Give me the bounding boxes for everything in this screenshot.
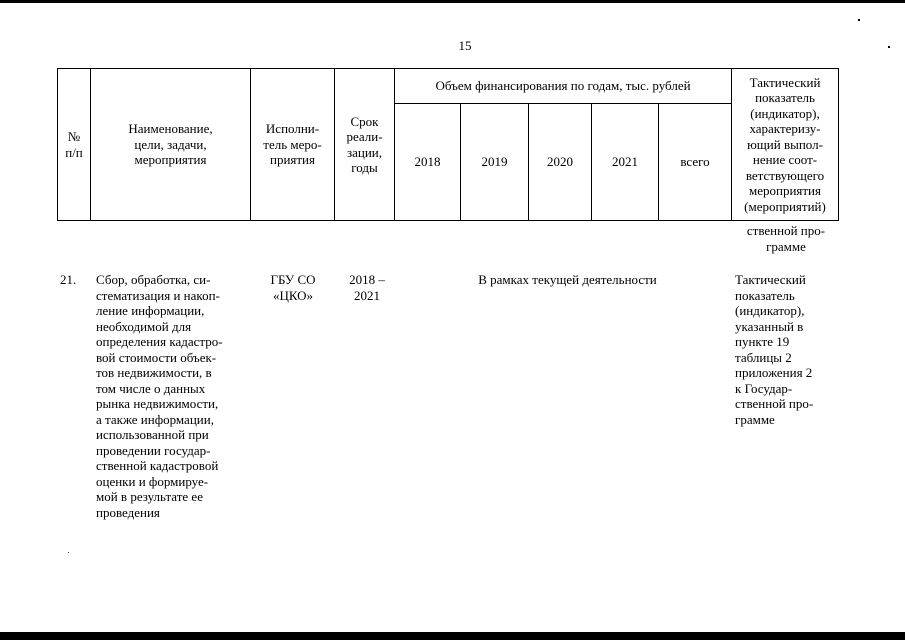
scan-speck bbox=[68, 552, 69, 553]
row-funding: В рамках текущей деятельности bbox=[478, 272, 657, 287]
scan-speck bbox=[858, 19, 860, 21]
row-term: 2018 – 2021 bbox=[349, 272, 385, 303]
header-executor: Исполни- тель меро- приятия bbox=[251, 69, 335, 221]
header-name: Наименование, цели, задачи, мероприятия bbox=[91, 69, 251, 221]
row-activity-name: Сбор, обработка, си- стематизация и накоп- ление информации, необходимой для определения кадастро- вой стоимости объек- тов недвижимости, в том числе о данных рынка недвижимости, а также информации, использованной при проведении государ- ственной кадастровой оценки и формируе- мой в результате ее проведения bbox=[96, 272, 223, 520]
row-number: 21. bbox=[60, 272, 77, 287]
row-indicator: Тактический показатель (индикатор), указанный в пункте 19 таблицы 2 приложения 2 к Государ- ственной про- грамме bbox=[735, 272, 814, 427]
header-indicator: Тактический показатель (индикатор), характеризу- ющий выпол- нение соот- ветствующего мероприятия (мероприятий) bbox=[732, 69, 839, 221]
page-number: 15 bbox=[458, 38, 472, 53]
header-year-2019: 2019 bbox=[461, 104, 529, 221]
row-executor: ГБУ СО «ЦКО» bbox=[270, 272, 316, 303]
header-year-2021: 2021 bbox=[592, 104, 659, 221]
scan-speck bbox=[888, 46, 890, 48]
scan-bottom-edge bbox=[0, 632, 905, 640]
activities-table-header bbox=[57, 68, 839, 221]
header-indicator-overflow: ственной про- грамме bbox=[746, 223, 826, 254]
header-funding-group: Объем финансирования по годам, тыс. рублей bbox=[395, 69, 732, 104]
header-year-2020: 2020 bbox=[529, 104, 592, 221]
header-total: всего bbox=[659, 104, 732, 221]
header-term: Срок реали- зации, годы bbox=[335, 69, 395, 221]
header-number: № п/п bbox=[58, 69, 91, 221]
header-year-2018: 2018 bbox=[395, 104, 461, 221]
